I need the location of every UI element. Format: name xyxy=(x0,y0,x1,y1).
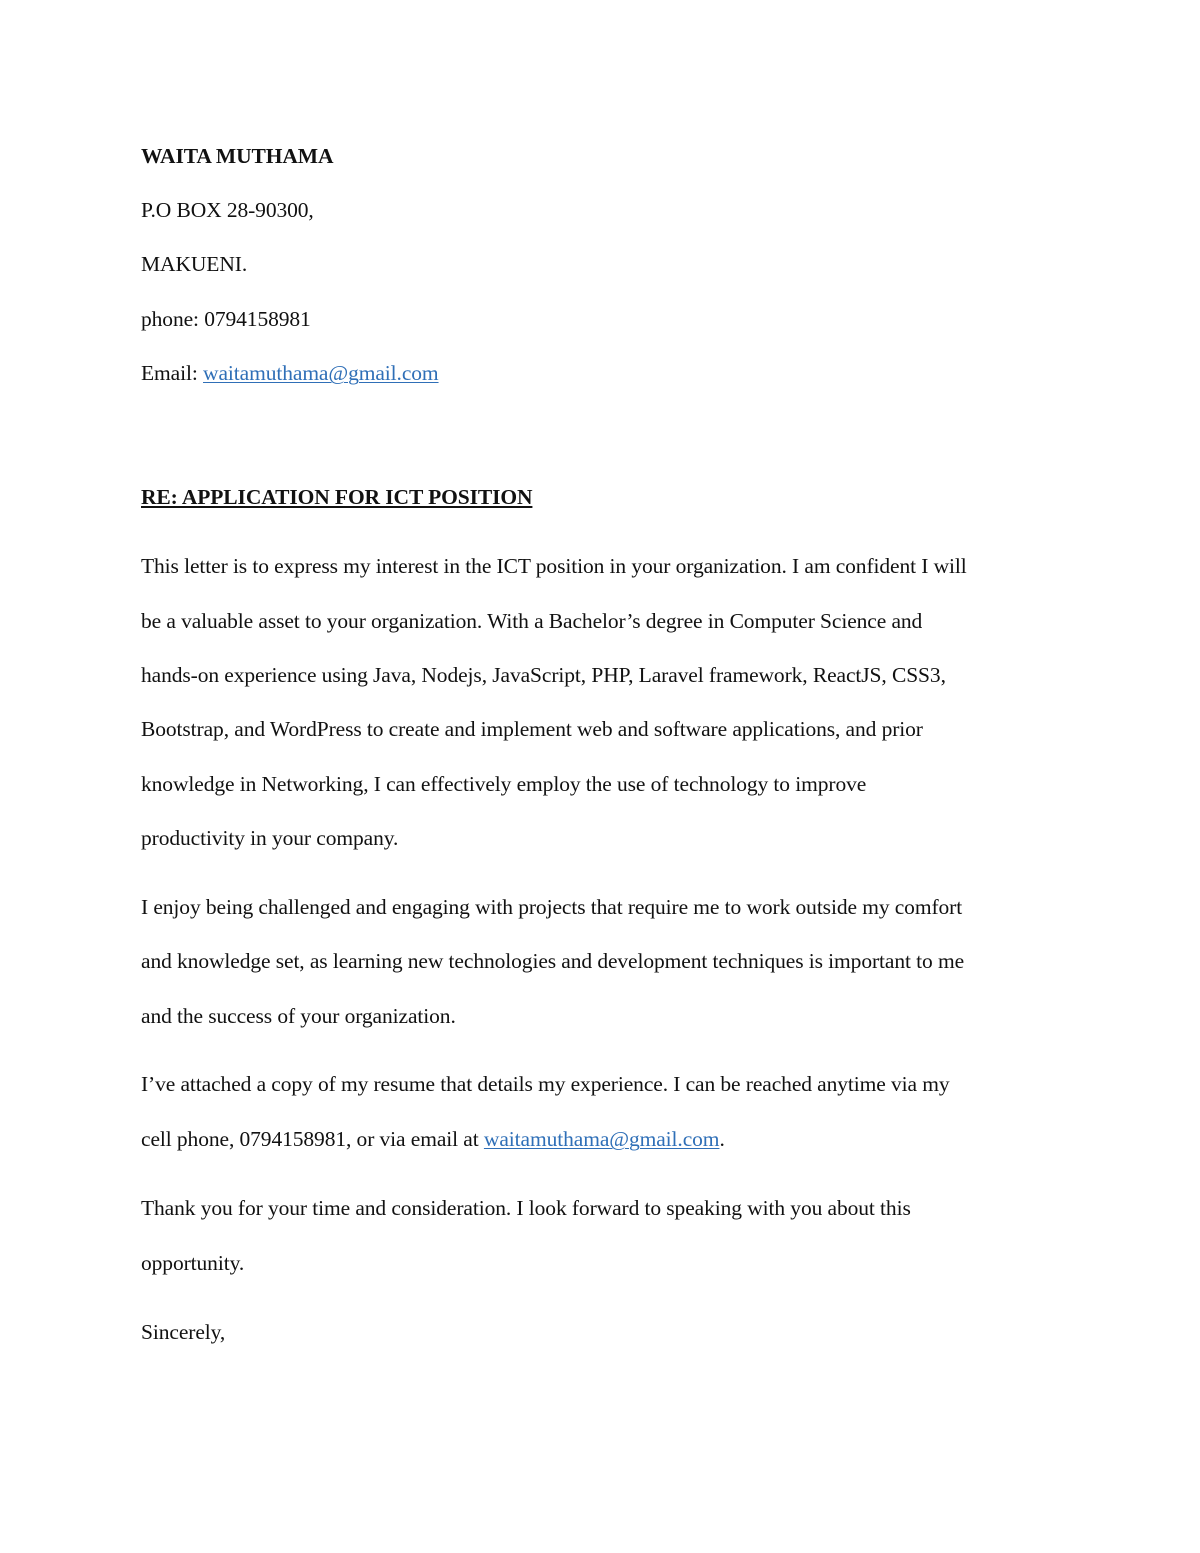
paragraph-1-line: hands-on experience using Java, Nodejs, JavaScript, PHP, Laravel framework, ReactJS, CSS3, xyxy=(141,663,946,687)
paragraph-2-line: and the success of your organization. xyxy=(141,1004,456,1028)
address-line-2: MAKUENI. xyxy=(141,252,248,276)
address-line-1: P.O BOX 28-90300, xyxy=(141,198,314,222)
period-text: . xyxy=(719,1127,725,1151)
paragraph-3-line xyxy=(141,1126,725,1152)
closing: Sincerely, xyxy=(141,1320,226,1344)
email-link-inline[interactable]: waitamuthama@gmail.com xyxy=(483,1127,720,1151)
paragraph-2-line: I enjoy being challenged and engaging with projects that require me to work outside my comfort xyxy=(141,895,963,919)
phone-value: 0794158981 xyxy=(204,307,311,331)
paragraph-3-line: I’ve attached a copy of my resume that details my experience. I can be reached anytime via my xyxy=(141,1072,950,1096)
phone-label: phone: xyxy=(141,307,199,331)
email-line xyxy=(141,360,439,386)
email-label: Email: xyxy=(141,361,198,385)
contact-text: cell phone, 0794158981, or via email at xyxy=(141,1127,479,1151)
sender-name: WAITA MUTHAMA xyxy=(141,144,334,168)
paragraph-1-line: This letter is to express my interest in the ICT position in your organization. I am confident I will xyxy=(141,554,967,578)
phone-line xyxy=(141,306,311,332)
paragraph-1-line: be a valuable asset to your organization. With a Bachelor’s degree in Computer Science and xyxy=(141,609,923,633)
paragraph-1-line: Bootstrap, and WordPress to create and implement web and software applications, and prior xyxy=(141,717,923,741)
paragraph-1-line: knowledge in Networking, I can effectively employ the use of technology to improve xyxy=(141,772,867,796)
subject-line: RE: APPLICATION FOR ICT POSITION xyxy=(141,485,533,509)
paragraph-1-line: productivity in your company. xyxy=(141,826,399,850)
paragraph-4-line: Thank you for your time and consideration. I look forward to speaking with you about this xyxy=(141,1196,911,1220)
email-link[interactable]: waitamuthama@gmail.com xyxy=(203,361,439,385)
paragraph-4-line: opportunity. xyxy=(141,1251,245,1275)
paragraph-2-line: and knowledge set, as learning new technologies and development techniques is important to me xyxy=(141,949,965,973)
